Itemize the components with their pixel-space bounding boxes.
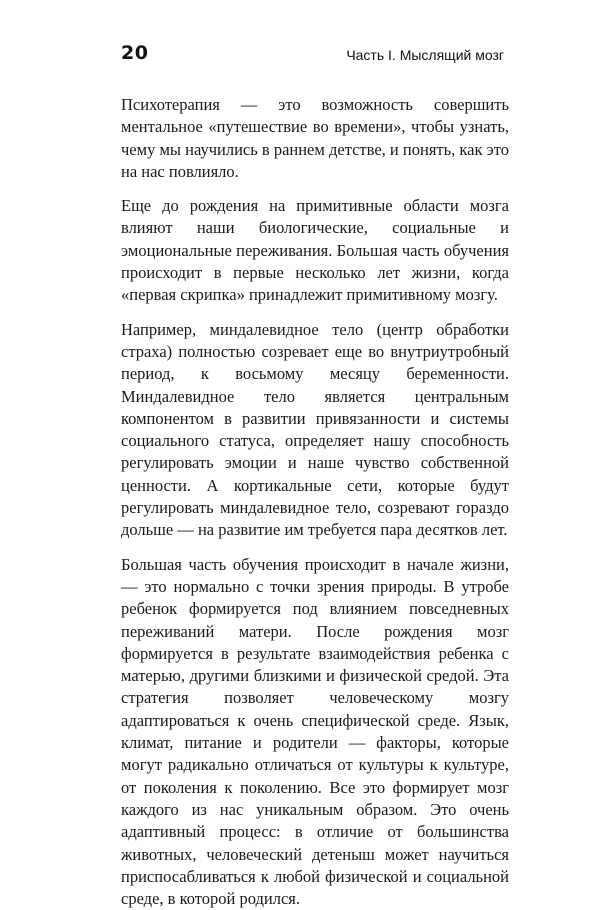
paragraph-3: Например, миндалевидное тело (центр обработки страха) полностью созревает еще во внутриутробный период, к восьмому месяцу беременности. Миндалевидное тело является центральным компонентом в развитии привязанности и системы социального статуса, определяет нашу способность регулировать эмоции и наше чувство собственной ценности. А кортикальные сети, которые будут регулировать миндалевидное тело, созревают гораздо дольше — на развитие им требуется пара десятков лет. [121, 319, 509, 540]
paragraph-2: Еще до рождения на примитивные области мозга влияют наши биологические, социальные и эмоциональные переживания. Большая часть обучения происходит в первые несколько лет жизни, когда «первая скрипка» принадлежит примитивному мозгу. [121, 196, 509, 305]
paragraph-1: Психотерапия — это возможность совершить ментальное «путешествие во времени», чтобы узнать, чему мы научились в раннем детстве, и понять, как это на нас повлияло. [121, 95, 509, 181]
paragraph-4: Большая часть обучения происходит в начале жизни, — это нормально с точки зрения природы. В утробе ребенок формируется под влиянием повседневных переживаний матери. После рождения мозг формируется в результате взаимодействия ребенка с матерью, другими близкими и физической средой. Эта стратегия позволяет человеческому мозгу адаптироваться к очень специфической среде. Язык, климат, питание и родители — факторы, которые могут радикально отличаться от культуры к культуре, от поколения к поколению. Все это формирует мозг каждого из нас уникальным образом. Это очень адаптивный процесс: в отличие от большинства животных, человеческий детеныш может научиться приспосабливаться к любой физической и социальной среде, в которой родился. [121, 554, 509, 909]
page-number: 20 [121, 42, 149, 64]
body-text [121, 94, 509, 910]
running-head: Часть I. Мыслящий мозг [346, 47, 504, 63]
